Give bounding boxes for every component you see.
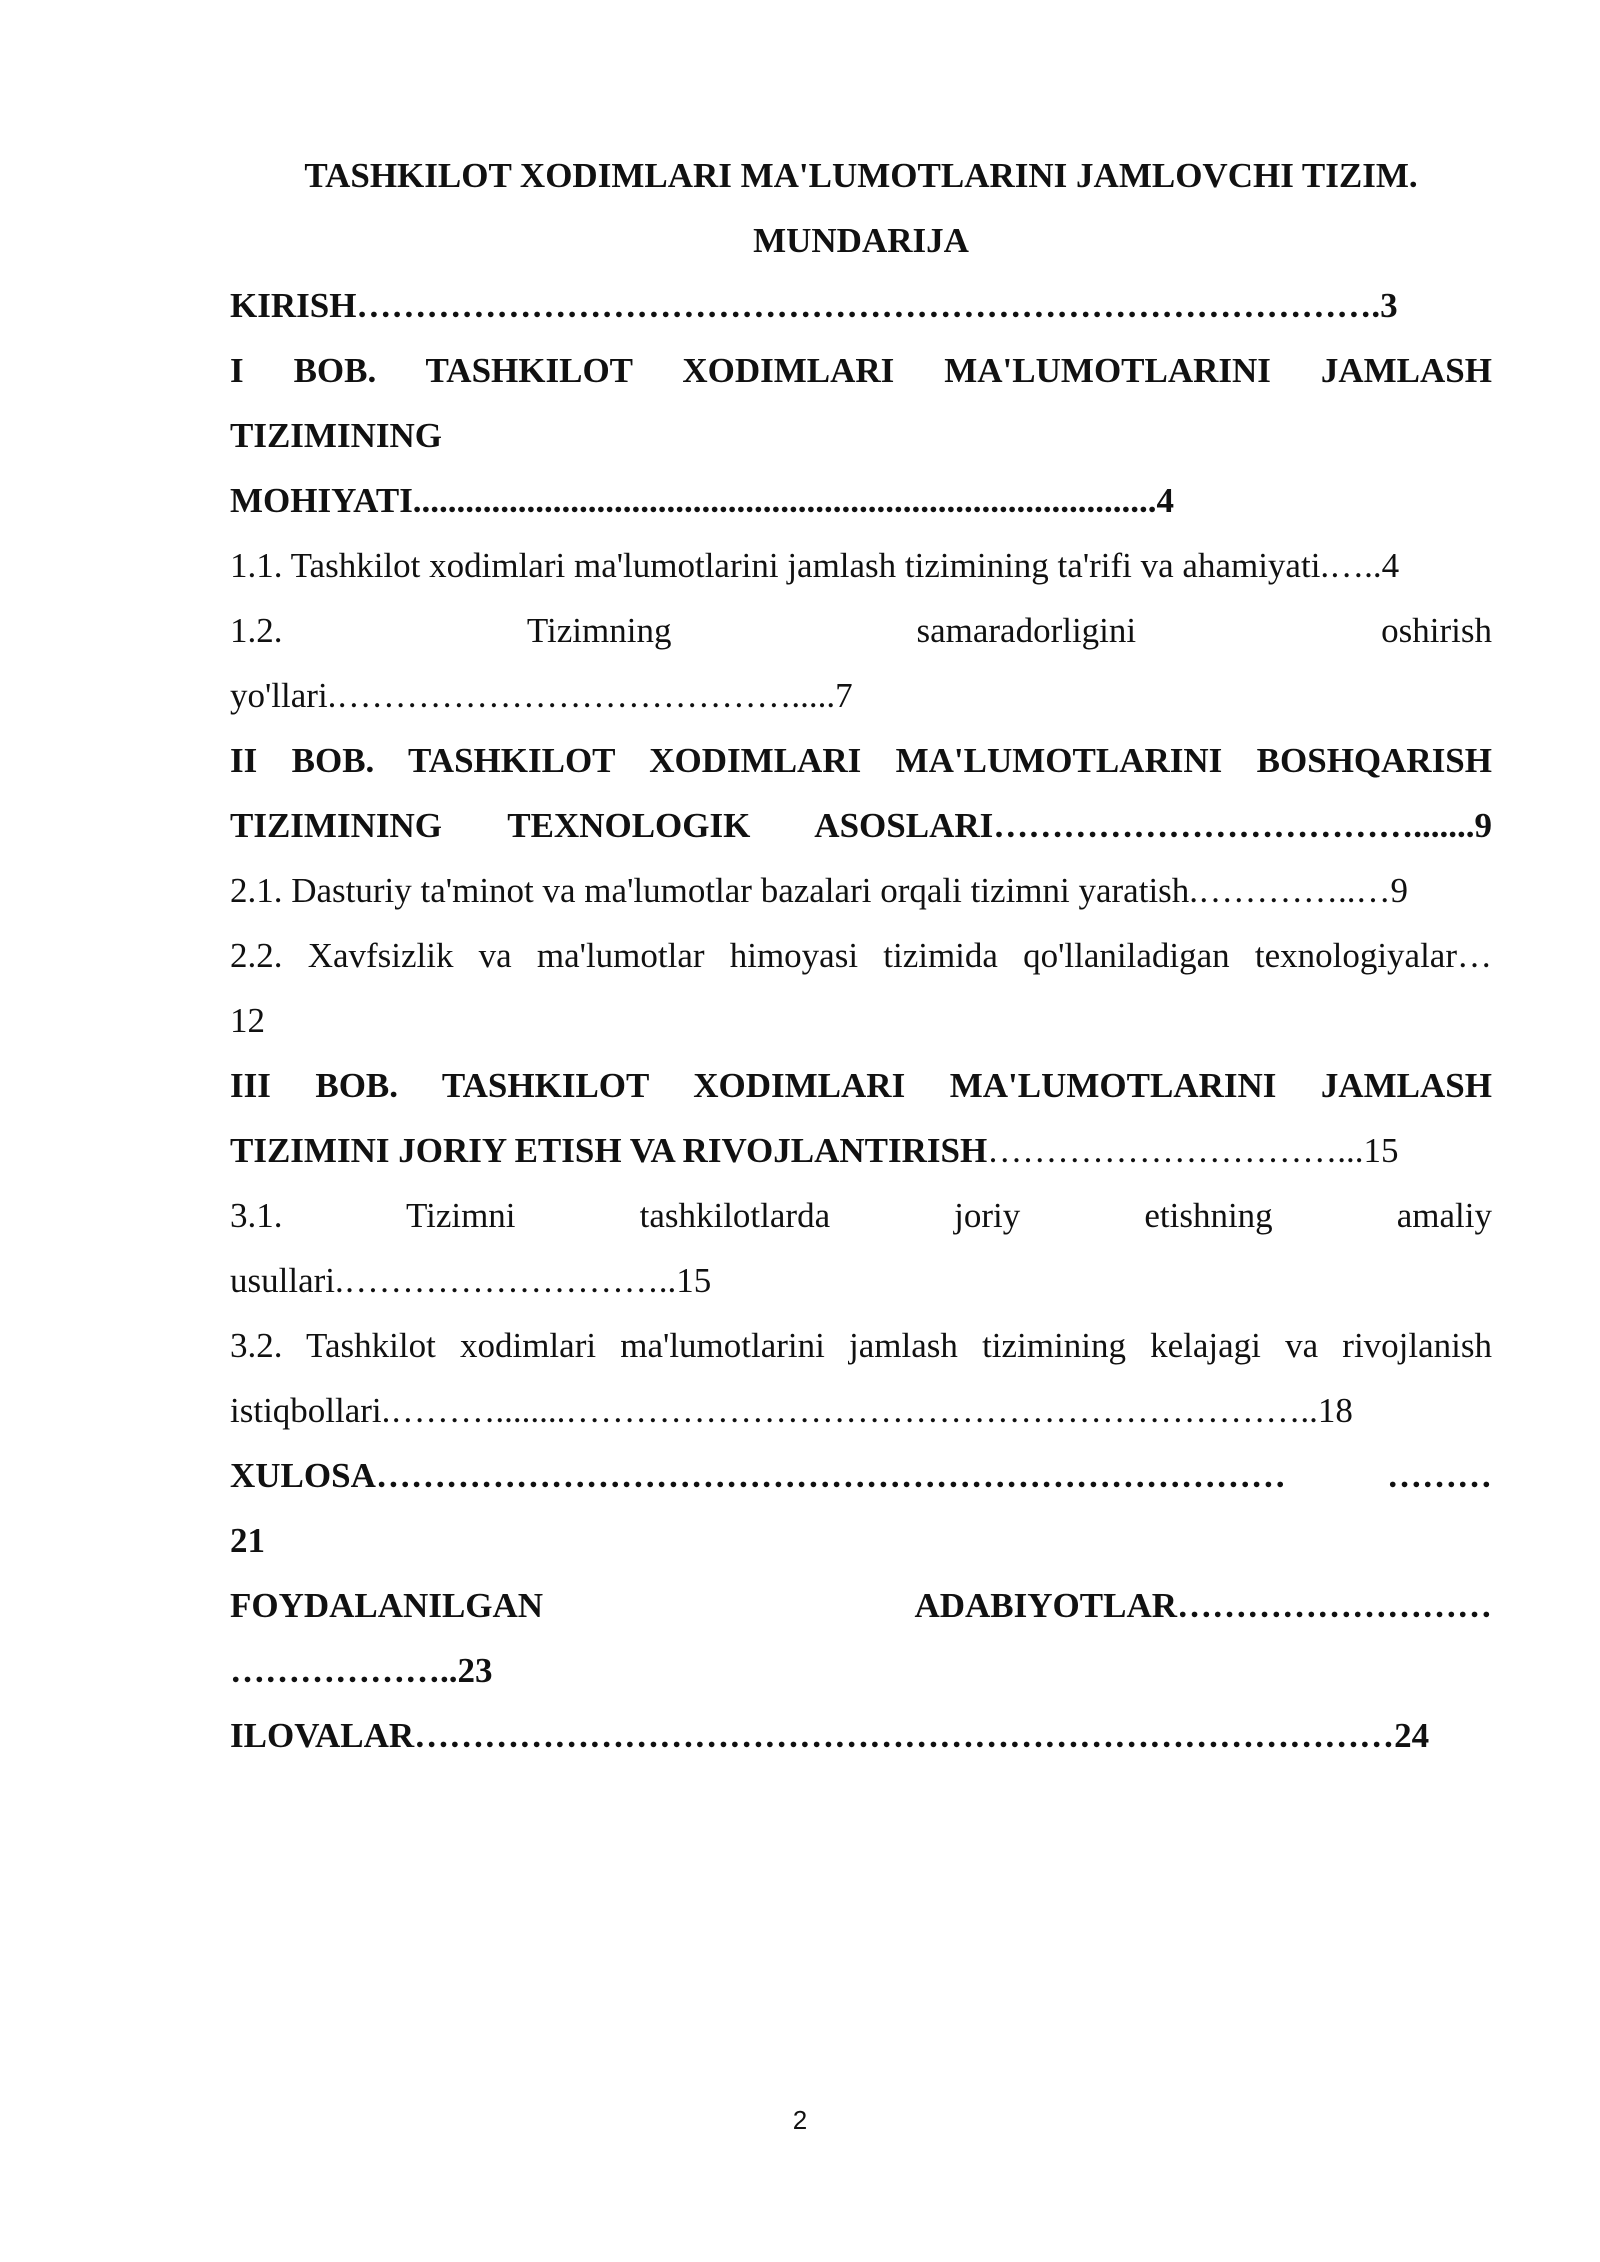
toc-chapter-3-title: III BOB. TASHKILOT XODIMLARI MA'LUMOTLARINI JAMLASH <box>230 1066 1492 1105</box>
toc-entry-kirish: KIRISH…………………………………………………………………………….3 <box>230 286 1398 325</box>
toc-chapter-1-title-end: MOHIYATI.....................................................................................4 <box>230 481 1175 520</box>
toc-entry-3-2-cont: istiqbollari.………........………………………………………………………..18 <box>230 1391 1353 1430</box>
toc-chapter-1-title-cont: TIZIMINING <box>230 416 442 455</box>
toc-chapter-3-leader: …………………………...15 <box>987 1131 1399 1170</box>
table-of-contents <box>230 273 1492 1768</box>
toc-entry-3-1: 3.1. Tizimni tashkilotlarda joriy etishning amaliy <box>230 1196 1492 1235</box>
page-number: 2 <box>792 2105 808 2135</box>
toc-entry-2-1: 2.1. Dasturiy ta'minot va ma'lumotlar bazalari orqali tizimni yaratish.…………..…9 <box>230 871 1409 910</box>
toc-entry-xulosa: XULOSA…………………………………………………………………… ……… <box>230 1456 1492 1495</box>
toc-entry-2-2: 2.2. Xavfsizlik va ma'lumotlar himoyasi tizimida qo'llaniladigan texnologiyalar… <box>230 936 1492 975</box>
toc-entry-1-2-cont: yo'llari.………………………………….....7 <box>230 676 853 715</box>
toc-heading: MUNDARIJA <box>753 221 969 260</box>
toc-entry-2-2-page: 12 <box>230 1001 265 1040</box>
document-title: TASHKILOT XODIMLARI MA'LUMOTLARINI JAMLOVCHI TIZIM. <box>304 156 1418 195</box>
toc-entry-1-1: 1.1. Tashkilot xodimlari ma'lumotlarini jamlash tizimining ta'rifi va ahamiyati.…..4 <box>230 546 1400 585</box>
toc-entry-3-2: 3.2. Tashkilot xodimlari ma'lumotlarini jamlash tizimining kelajagi va rivojlanish <box>230 1326 1492 1365</box>
toc-entry-1-2: 1.2. Tizimning samaradorligini oshirish <box>230 611 1492 650</box>
toc-chapter-2-title: II BOB. TASHKILOT XODIMLARI MA'LUMOTLARINI BOSHQARISH <box>230 741 1492 780</box>
toc-chapter-3-title-bold: TIZIMINI JORIY ETISH VA RIVOJLANTIRISH <box>230 1131 988 1170</box>
toc-chapter-1-title: I BOB. TASHKILOT XODIMLARI MA'LUMOTLARINI JAMLASH <box>230 351 1492 390</box>
toc-chapter-3-title-cont <box>230 1118 1492 1183</box>
toc-entry-adabiyotlar: FOYDALANILGAN ADABIYOTLAR……………………… <box>230 1586 1492 1625</box>
toc-entry-ilovalar: ILOVALAR…………………………………………………………………………24 <box>230 1716 1430 1755</box>
toc-chapter-2-title-cont: TIZIMINING TEXNOLOGIK ASOSLARI……………………………….......9 <box>230 806 1492 845</box>
toc-entry-3-1-cont: usullari.………………………..15 <box>230 1261 712 1300</box>
toc-entry-xulosa-page: 21 <box>230 1521 265 1560</box>
toc-entry-adabiyotlar-page: ………………..23 <box>230 1651 493 1690</box>
